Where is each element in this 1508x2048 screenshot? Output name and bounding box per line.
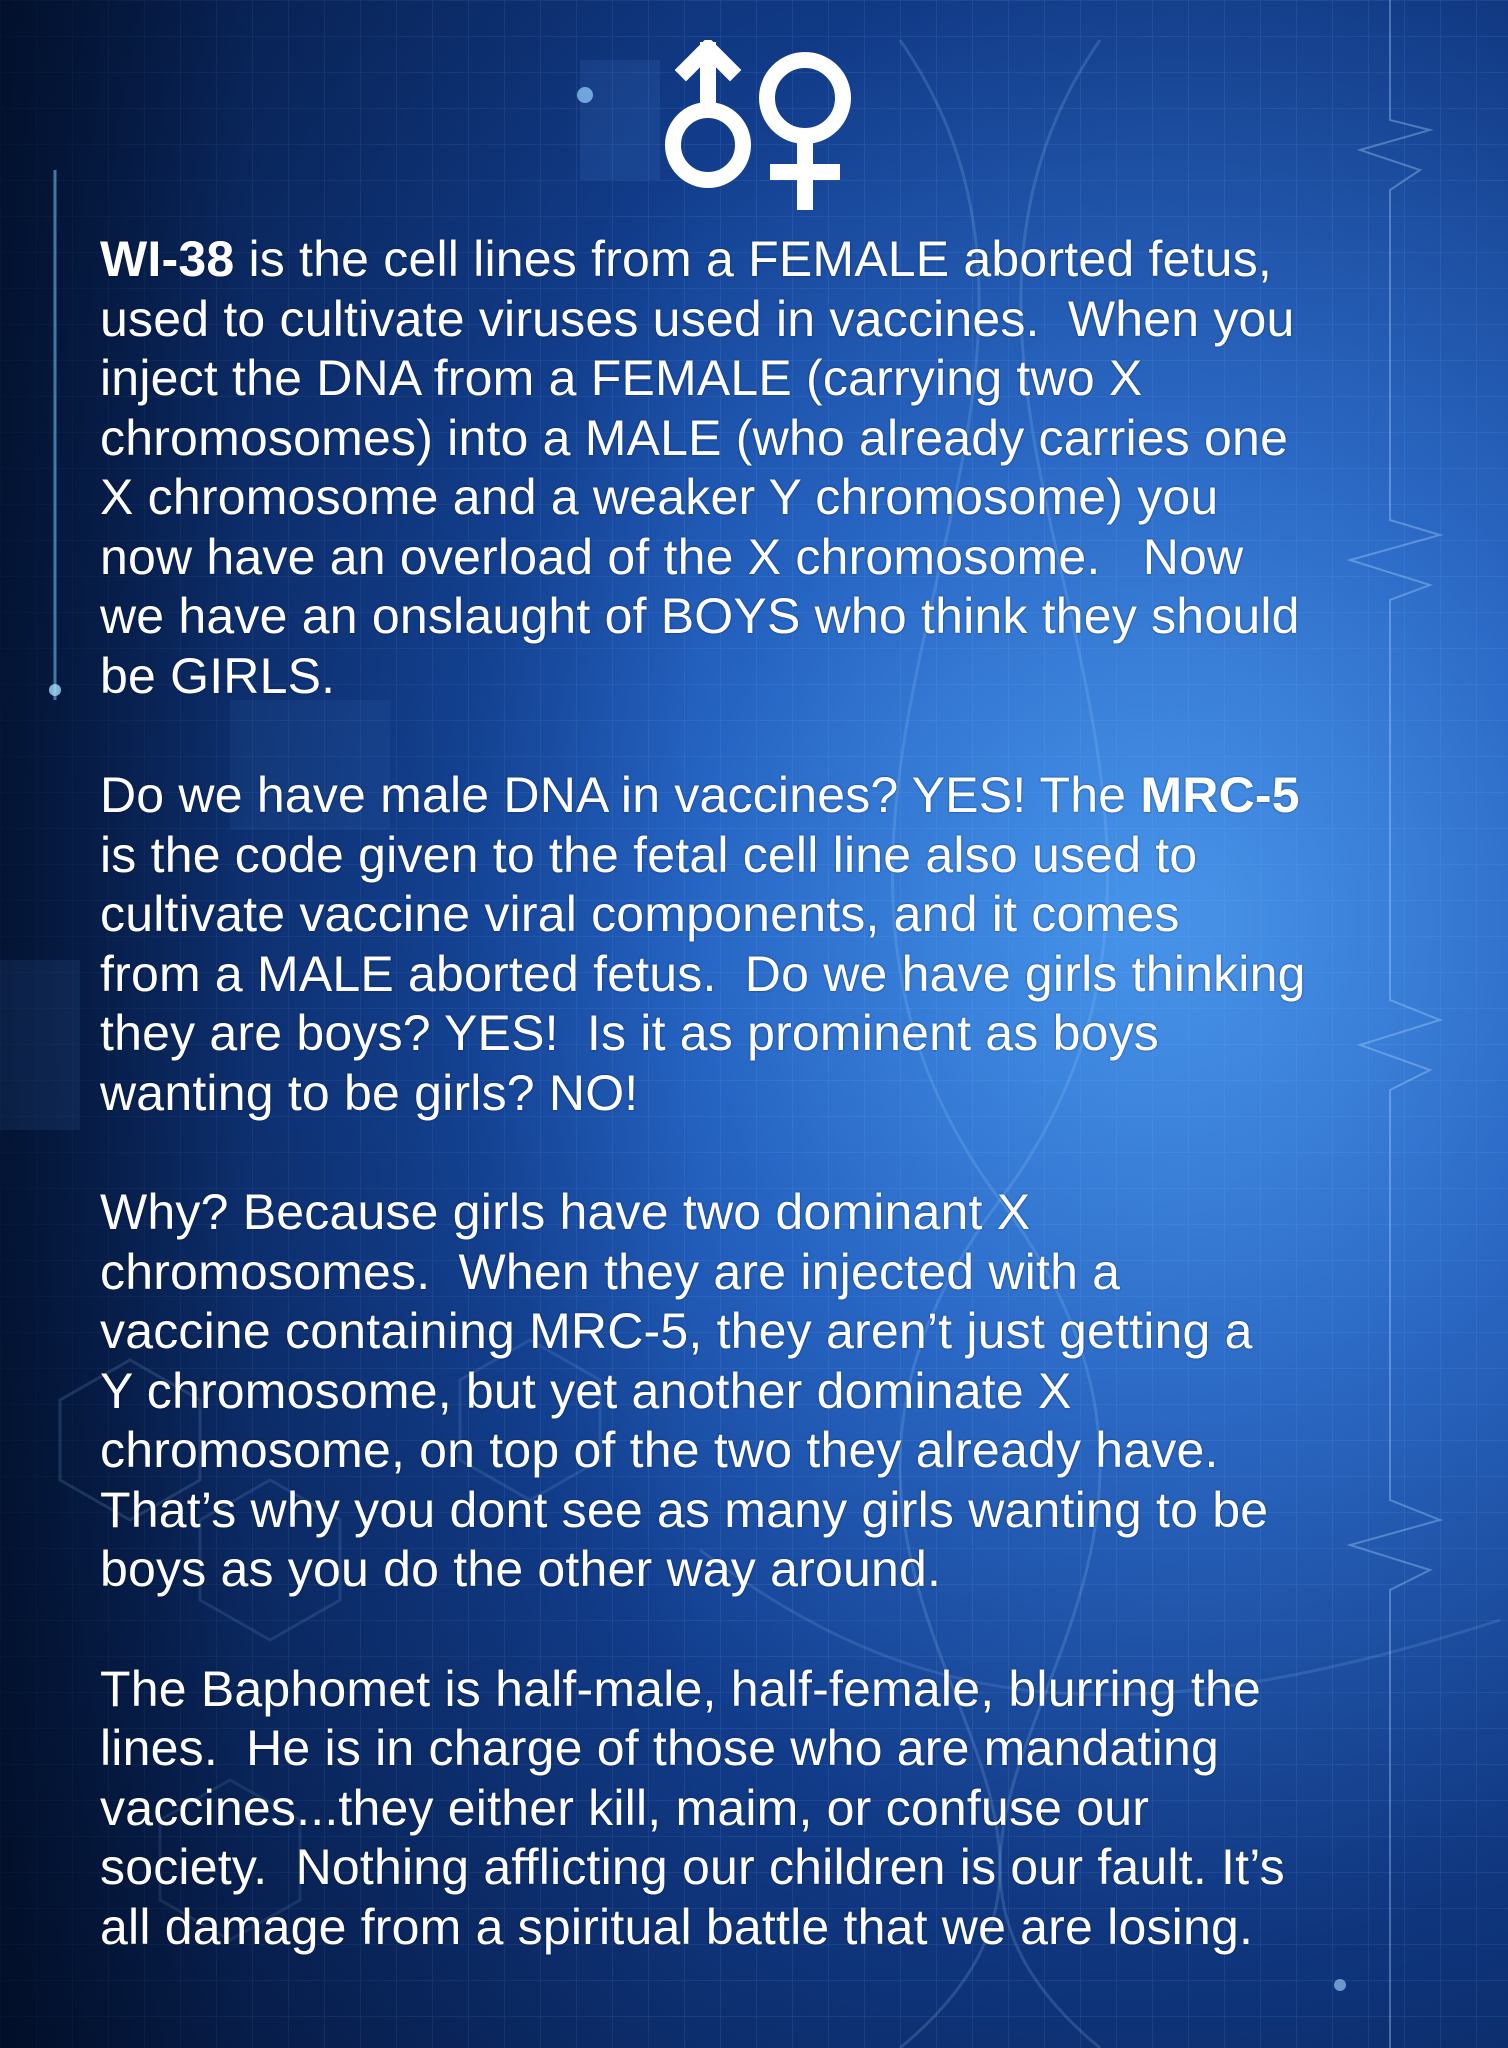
text-span: boys as you do the other way around.: [100, 1541, 942, 1597]
text-span: society. Nothing afflicting our children is our fault. It’s: [100, 1839, 1285, 1895]
article-body: [100, 230, 1440, 2017]
text-span: inject the DNA from a FEMALE (carrying two X: [100, 350, 1143, 406]
text-line: [100, 468, 1440, 528]
text-line: [100, 290, 1440, 350]
text-span: cultivate vaccine viral components, and it comes: [100, 886, 1180, 942]
text-line: [100, 885, 1440, 945]
text-span: That’s why you dont see as many girls wanting to be: [100, 1481, 1269, 1538]
bold-term: WI-38: [100, 231, 235, 287]
text-line: [100, 1481, 1440, 1541]
text-line: [100, 1421, 1440, 1481]
text-line: [100, 1779, 1440, 1839]
text-span: chromosomes. When they are injected with a: [100, 1243, 1121, 1300]
text-line: [100, 1302, 1440, 1362]
paragraph: [100, 766, 1440, 1123]
text-span: all damage from a spiritual battle that we are losing.: [100, 1898, 1254, 1955]
text-span: used to cultivate viruses used in vaccines. When you: [100, 290, 1295, 347]
text-span: chromosomes) into a MALE (who already carries one: [100, 409, 1289, 466]
text-span: is the cell lines from a FEMALE aborted fetus,: [234, 231, 1272, 287]
paragraph: [100, 1183, 1440, 1600]
text-line: [100, 766, 1440, 826]
text-line: [100, 826, 1440, 886]
text-line: [100, 1660, 1440, 1720]
text-line: [100, 1004, 1440, 1064]
text-line: [100, 1898, 1440, 1958]
text-line: [100, 1064, 1440, 1124]
text-span: The Baphomet is half-male, half-female, blurring the: [100, 1660, 1261, 1717]
paragraph: [100, 1660, 1440, 1958]
text-span: be GIRLS.: [100, 647, 336, 704]
text-line: [100, 1243, 1440, 1303]
text-line: [100, 1719, 1440, 1779]
text-span: lines. He is in charge of those who are mandating: [100, 1720, 1219, 1776]
text-span: X chromosome and a weaker Y chromosome) you: [100, 469, 1219, 525]
text-line: [100, 1838, 1440, 1898]
text-span: chromosome, on top of the two they already have.: [100, 1422, 1219, 1478]
text-line: [100, 1183, 1440, 1243]
text-span: Do we have male DNA in vaccines? YES! The: [100, 767, 1141, 823]
text-span: vaccines...they either kill, maim, or confuse our: [100, 1779, 1150, 1836]
text-line: [100, 1540, 1440, 1600]
text-span: now have an overload of the X chromosome. Now: [100, 528, 1244, 585]
text-span: they are boys? YES! Is it as prominent as boys: [100, 1005, 1160, 1061]
text-line: [100, 528, 1440, 588]
text-span: wanting to be girls? NO!: [100, 1064, 639, 1121]
text-span: we have an onslaught of BOYS who think they should: [100, 588, 1300, 644]
text-line: [100, 230, 1440, 290]
text-span: Y chromosome, but yet another dominate X: [100, 1362, 1072, 1419]
bold-term: MRC-5: [1140, 767, 1300, 823]
text-span: from a MALE aborted fetus. Do we have girls thinking: [100, 945, 1306, 1002]
text-span: is the code given to the fetal cell line also used to: [100, 826, 1198, 883]
text-line: [100, 587, 1440, 647]
text-line: [100, 349, 1440, 409]
male-female-symbol-icon: [660, 40, 880, 210]
text-span: vaccine containing MRC-5, they aren’t just getting a: [100, 1303, 1253, 1359]
text-line: [100, 945, 1440, 1005]
paragraph: [100, 230, 1440, 706]
text-line: [100, 1362, 1440, 1422]
text-line: [100, 647, 1440, 707]
text-line: [100, 409, 1440, 469]
text-span: Why? Because girls have two dominant X: [100, 1184, 1031, 1240]
